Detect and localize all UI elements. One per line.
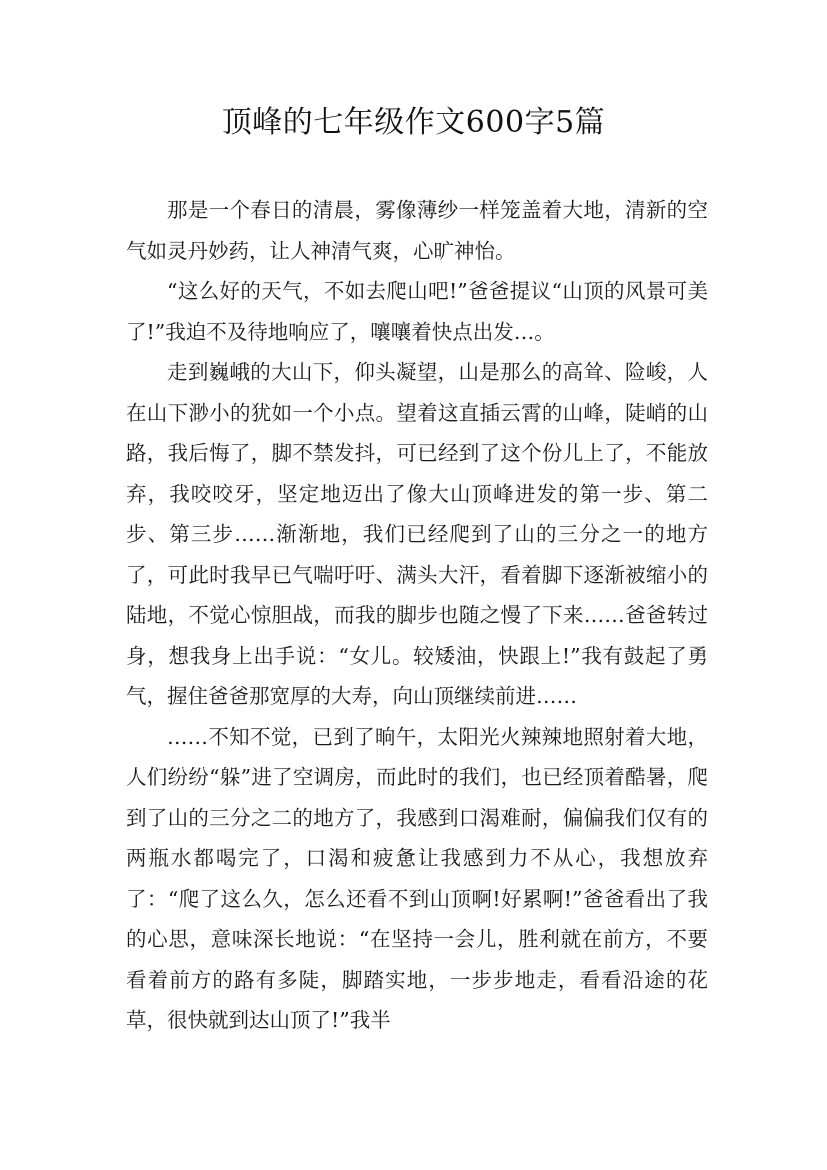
paragraph-3: 走到巍峨的大山下，仰头凝望，山是那么的高耸、险峻，人在山下渺小的犹如一个小点。望着这直插云霄的山峰，陡峭的山路，我后悔了，脚不禁发抖，可已经到了这个份儿上了，不能放弃，我咬咬牙，坚定地迈出了像大山顶峰进发的第一步、第二步、第三步……渐渐地，我们已经爬到了山的三分之一的地方了，可此时我早已气喘吁吁、满头大汗，看着脚下逐渐被缩小的陆地，不觉心惊胆战，而我的脚步也随之慢了下来……爸爸转过身，想我身上出手说：“女儿。较矮油，快跟上!”我有鼓起了勇气，握住爸爸那宽厚的大寿，向山顶继续前进…… [126, 360, 708, 708]
paragraph-1: 那是一个春日的清晨，雾像薄纱一样笼盖着大地，清新的空气如灵丹妙药，让人神清气爽，心旷神怡。 [126, 198, 708, 263]
document-title: 顶峰的七年级作文600字5篇 [221, 105, 606, 140]
document-body [126, 190, 708, 1041]
paragraph-4: ……不知不觉，已到了晌午，太阳光火辣辣地照射着大地，人们纷纷“躲”进了空调房，而此时的我们，也已经顶着酷暑，爬到了山的三分之二的地方了，我感到口渴难耐，偏偏我们仅有的两瓶水都喝完了，口渴和疲惫让我感到力不从心，我想放弃了：“爬了这么久，怎么还看不到山顶啊!好累啊!”爸爸看出了我的心思，意味深长地说：“在坚持一会儿，胜利就在前方，不要看着前方的路有多陡，脚踏实地，一步步地走，看看沿途的花草，很快就到达山顶了!”我半 [126, 724, 708, 1032]
paragraph-2: “这么好的天气，不如去爬山吧!”爸爸提议“山顶的风景可美了!”我迫不及待地响应了，嚷嚷着快点出发…。 [126, 279, 708, 344]
